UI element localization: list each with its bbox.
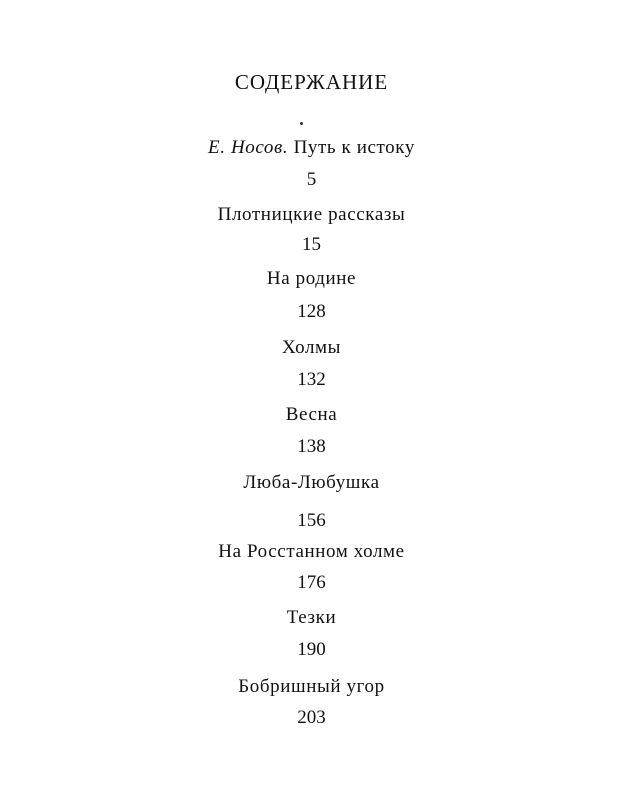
toc-entry-title: Люба-Любушка — [243, 472, 380, 493]
toc-entry-title: Бобришный угор — [238, 676, 385, 697]
toc-entry-title: Холмы — [281, 337, 342, 358]
toc-entry-page: 176 — [297, 572, 326, 593]
toc-entry-page: 138 — [297, 436, 326, 457]
toc-entry-title: На родине — [266, 268, 357, 289]
toc-entry-title: Весна — [285, 404, 338, 425]
toc-entry-title: На Росстанном холме — [218, 541, 405, 562]
toc-entry-title — [0, 136, 623, 160]
toc-entry-page: 128 — [297, 301, 326, 322]
toc-entry-author: Е. Носов. — [208, 137, 289, 158]
toc-entry-page: 190 — [297, 639, 326, 660]
toc-entry-page: 5 — [306, 169, 317, 190]
toc-entry-title: Тезки — [286, 607, 337, 628]
toc-entry-page: 132 — [297, 369, 326, 390]
print-speck — [300, 122, 303, 125]
toc-entry-page: 203 — [297, 707, 326, 728]
toc-entry-title: Плотницкие рассказы — [217, 204, 406, 225]
toc-heading: СОДЕРЖАНИЕ — [234, 70, 389, 94]
toc-entry-page: 156 — [297, 510, 326, 531]
toc-entry-label: Путь к истоку — [293, 137, 415, 158]
toc-entry-page: 15 — [302, 234, 321, 255]
